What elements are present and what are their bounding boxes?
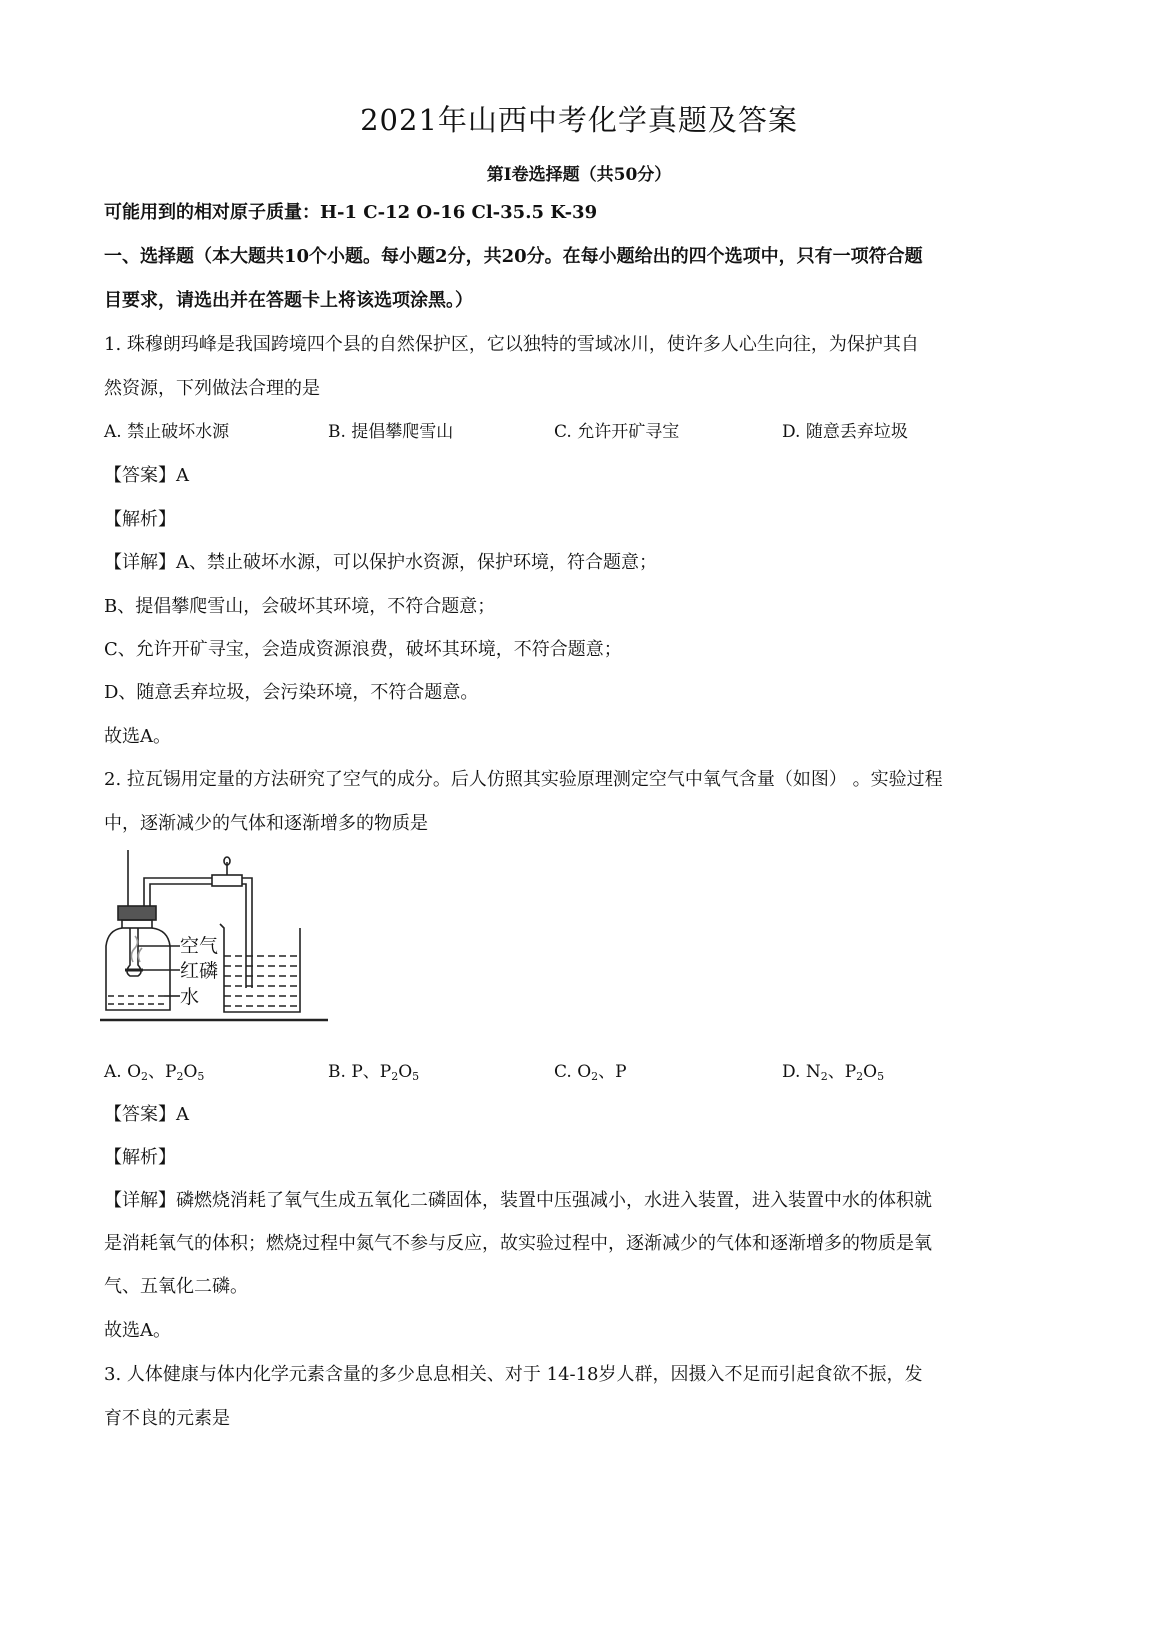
clamp: [212, 875, 242, 886]
q2-option-c: C. $O_2$、P: [554, 1062, 627, 1083]
q2-conclusion: 故选A。: [104, 1320, 171, 1341]
section-header-line-1: 一、选择题（本大题共10个小题。每小题2分，共20分。在每小题给出的四个选项中，只有一项符合题: [104, 246, 923, 267]
q1-conclusion: 故选A。: [104, 726, 171, 747]
q1-option-a: A. 禁止破坏水源: [104, 422, 230, 442]
q2-option-b: B. P、$P_2O_5$: [328, 1062, 420, 1083]
q2-stem-line-1: 2. 拉瓦锡用定量的方法研究了空气的成分。后人仿照其实验原理测定空气中氧气含量（如图） 。实验过程: [104, 769, 943, 790]
q3-stem-line-1: 3. 人体健康与体内化学元素含量的多少息息相关、对于 14-18岁人群，因摄入不足而引起食欲不振，发: [104, 1364, 923, 1385]
outlet-tube: [242, 878, 252, 988]
q1-stem-line-1: 1. 珠穆朗玛峰是我国跨境四个县的自然保护区，它以独特的雪域冰川，使许多人心生向往，为保护其自: [104, 334, 919, 355]
label-air: 空气: [180, 936, 219, 957]
label-water: 水: [180, 987, 200, 1008]
q2-detail-line-1: 【详解】磷燃烧消耗了氧气生成五氧化二磷固体，装置中压强减小，水进入装置，进入装置中水的体积就: [104, 1190, 932, 1211]
q1-answer: 【答案】A: [104, 465, 189, 486]
q1-stem-line-2: 然资源，下列做法合理的是: [104, 378, 320, 399]
connecting-tube: [144, 878, 212, 906]
q1-detail-c: C、允许开矿寻宝，会造成资源浪费，破坏其环境，不符合题意；: [104, 639, 622, 660]
q2-option-d: D. $N_2$、$P_2O_5$: [782, 1062, 885, 1083]
section-subtitle: 第I卷选择题（共50分）: [486, 165, 672, 185]
page-title: 2021年山西中考化学真题及答案: [360, 103, 798, 137]
q2-stem-line-2: 中，逐渐减少的气体和逐渐增多的物质是: [104, 813, 428, 834]
q1-analysis-label: 【解析】: [104, 509, 176, 530]
q2-analysis-label: 【解析】: [104, 1147, 176, 1168]
q1-detail-d: D、随意丢弃垃圾，会污染环境，不符合题意。: [104, 682, 479, 703]
q3-stem-line-2: 育不良的元素是: [104, 1408, 230, 1429]
q1-option-d: D. 随意丢弃垃圾: [782, 422, 908, 442]
q1-option-b: B. 提倡攀爬雪山: [328, 422, 454, 442]
label-red-phosphorus: 红磷: [180, 961, 219, 982]
q1-detail-b: B、提倡攀爬雪山，会破坏其环境，不符合题意；: [104, 596, 496, 617]
q2-answer: 【答案】A: [104, 1104, 189, 1125]
beaker: [220, 924, 300, 1012]
q2-detail-line-2: 是消耗氧气的体积；燃烧过程中氮气不参与反应，故实验过程中，逐渐减少的气体和逐渐增多的物质是氧: [104, 1233, 932, 1254]
apparatus-diagram: [100, 850, 330, 1025]
section-header-line-2: 目要求，请选出并在答题卡上将该选项涂黑。）: [104, 290, 473, 311]
atomic-mass-note: 可能用到的相对原子质量：H-1 C-12 O-16 Cl-35.5 K-39: [104, 202, 598, 223]
q2-option-a: A. $O_2$、$P_2O_5$: [104, 1062, 205, 1083]
q1-detail-a: 【详解】A、禁止破坏水源，可以保护水资源，保护环境，符合题意；: [104, 552, 657, 573]
q2-detail-line-3: 气、五氧化二磷。: [104, 1276, 248, 1297]
q1-option-c: C. 允许开矿寻宝: [554, 422, 680, 442]
stopper-icon: [118, 906, 156, 920]
